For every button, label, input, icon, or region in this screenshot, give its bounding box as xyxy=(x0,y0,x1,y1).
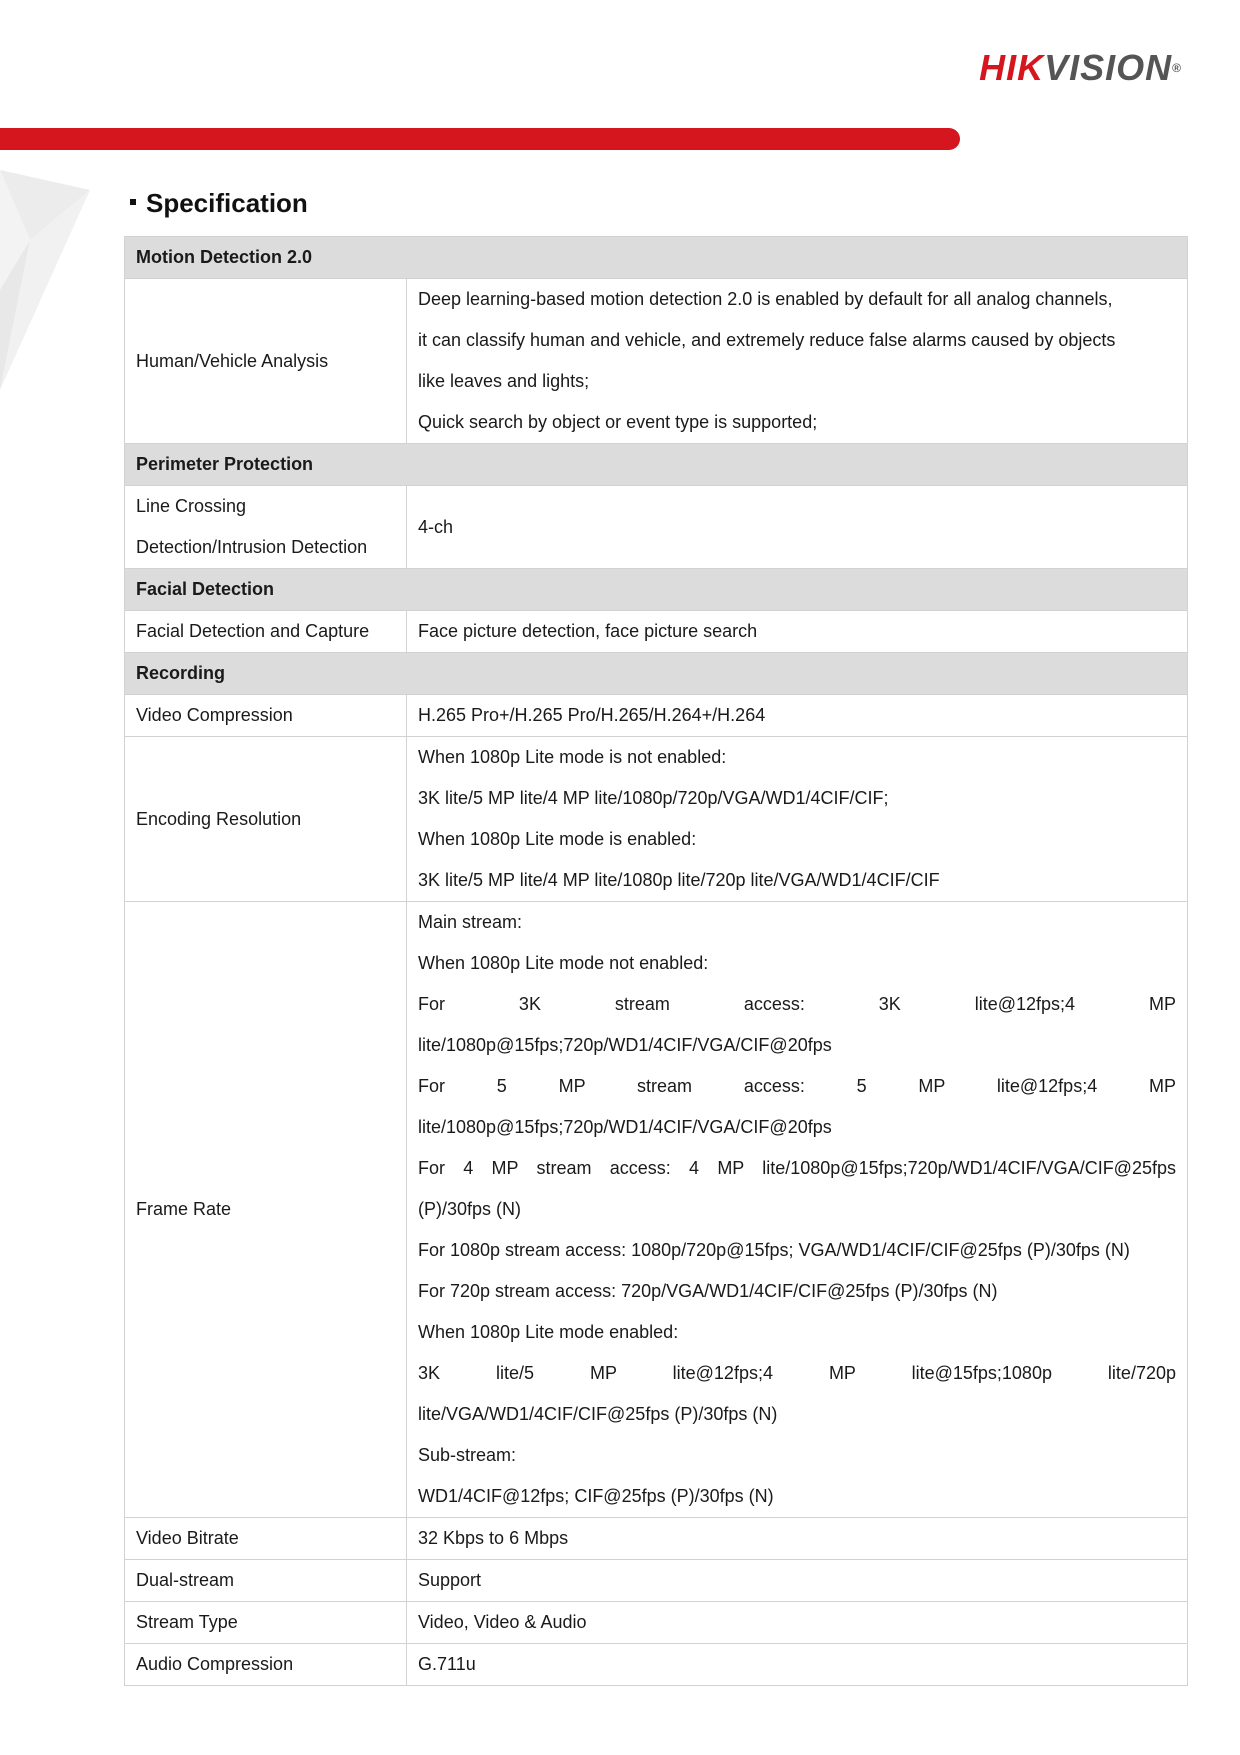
value-line: lite/1080p@15fps;720p/WD1/4CIF/VGA/CIF@20fps xyxy=(418,1035,832,1055)
value-line: WD1/4CIF@12fps; CIF@25fps (P)/30fps (N) xyxy=(418,1486,774,1506)
group-perimeter-protection: Perimeter Protection xyxy=(125,444,1188,486)
value-line: When 1080p Lite mode is not enabled: xyxy=(418,747,727,767)
section-title-text: Specification xyxy=(146,188,308,218)
table-row xyxy=(125,486,1188,569)
row-value-facial-capture: Face picture detection, face picture search xyxy=(407,611,1188,653)
group-row xyxy=(125,653,1188,695)
table-row xyxy=(125,695,1188,737)
group-row xyxy=(125,569,1188,611)
row-label-human-vehicle: Human/Vehicle Analysis xyxy=(125,279,407,444)
value-line: When 1080p Lite mode not enabled: xyxy=(418,953,709,973)
value-line: 3K lite/5 MP lite@12fps;4 MP lite@15fps;1080p lite/720p xyxy=(418,1363,1176,1383)
value-line: When 1080p Lite mode enabled: xyxy=(418,1322,679,1342)
bullet-icon xyxy=(130,199,136,205)
table-row xyxy=(125,737,1188,902)
table-row xyxy=(125,279,1188,444)
hikvision-logo xyxy=(979,48,1182,88)
value-line: For 1080p stream access: 1080p/720p@15fps; VGA/WD1/4CIF/CIF@25fps (P)/30fps (N) xyxy=(418,1240,1130,1260)
header-red-bar xyxy=(0,128,960,150)
value-line: Main stream: xyxy=(418,912,523,932)
row-label-stream-type: Stream Type xyxy=(125,1602,407,1644)
row-label-audio-compression: Audio Compression xyxy=(125,1644,407,1686)
specification-table xyxy=(124,236,1188,1686)
value-line: it can classify human and vehicle, and extremely reduce false alarms caused by objects xyxy=(418,330,1116,350)
group-facial-detection: Facial Detection xyxy=(125,569,1188,611)
row-value-stream-type: Video, Video & Audio xyxy=(407,1602,1188,1644)
table-row xyxy=(125,611,1188,653)
row-label-video-compression: Video Compression xyxy=(125,695,407,737)
logo-registered-mark: ® xyxy=(1172,61,1182,75)
value-line: like leaves and lights; xyxy=(418,371,590,391)
table-row xyxy=(125,1518,1188,1560)
value-line: lite/VGA/WD1/4CIF/CIF@25fps (P)/30fps (N) xyxy=(418,1404,778,1424)
group-row xyxy=(125,237,1188,279)
logo-vision: VISION xyxy=(1044,47,1173,88)
value-line: When 1080p Lite mode is enabled: xyxy=(418,829,697,849)
value-line: For 4 MP stream access: 4 MP lite/1080p@15fps;720p/WD1/4CIF/VGA/CIF@25fps xyxy=(418,1158,1176,1178)
row-label-frame-rate: Frame Rate xyxy=(125,902,407,1518)
row-value-dual-stream: Support xyxy=(407,1560,1188,1602)
group-recording: Recording xyxy=(125,653,1188,695)
group-row xyxy=(125,444,1188,486)
row-label-line-crossing: Line Crossing Detection/Intrusion Detection xyxy=(125,486,407,569)
value-line: lite/1080p@15fps;720p/WD1/4CIF/VGA/CIF@20fps xyxy=(418,1117,832,1137)
row-label-encoding-resolution: Encoding Resolution xyxy=(125,737,407,902)
value-line: Deep learning-based motion detection 2.0 is enabled by default for all analog channels, xyxy=(418,289,1113,309)
row-value-human-vehicle xyxy=(407,279,1188,444)
row-value-line-crossing: 4-ch xyxy=(407,486,1188,569)
row-value-video-bitrate: 32 Kbps to 6 Mbps xyxy=(407,1518,1188,1560)
value-line: Quick search by object or event type is supported; xyxy=(418,412,818,432)
logo-hik: HIK xyxy=(979,47,1045,88)
table-row xyxy=(125,902,1188,1518)
row-value-encoding-resolution xyxy=(407,737,1188,902)
value-line: 3K lite/5 MP lite/4 MP lite/1080p lite/720p lite/VGA/WD1/4CIF/CIF xyxy=(418,870,940,890)
row-value-audio-compression: G.711u xyxy=(407,1644,1188,1686)
row-label-dual-stream: Dual-stream xyxy=(125,1560,407,1602)
row-value-frame-rate xyxy=(407,902,1188,1518)
value-line: 3K lite/5 MP lite/4 MP lite/1080p/720p/VGA/WD1/4CIF/CIF; xyxy=(418,788,889,808)
group-motion-detection: Motion Detection 2.0 xyxy=(125,237,1188,279)
row-label-video-bitrate: Video Bitrate xyxy=(125,1518,407,1560)
row-value-video-compression: H.265 Pro+/H.265 Pro/H.265/H.264+/H.264 xyxy=(407,695,1188,737)
table-row xyxy=(125,1644,1188,1686)
value-line: (P)/30fps (N) xyxy=(418,1199,522,1219)
table-row xyxy=(125,1602,1188,1644)
value-line: For 5 MP stream access: 5 MP lite@12fps;4 MP xyxy=(418,1076,1176,1096)
decorative-shard-graphic xyxy=(0,150,100,410)
row-label-facial-capture: Facial Detection and Capture xyxy=(125,611,407,653)
section-title xyxy=(130,186,308,220)
table-row xyxy=(125,1560,1188,1602)
value-line: Sub-stream: xyxy=(418,1445,517,1465)
value-line: For 720p stream access: 720p/VGA/WD1/4CIF/CIF@25fps (P)/30fps (N) xyxy=(418,1281,998,1301)
value-line: For 3K stream access: 3K lite@12fps;4 MP xyxy=(418,994,1176,1014)
